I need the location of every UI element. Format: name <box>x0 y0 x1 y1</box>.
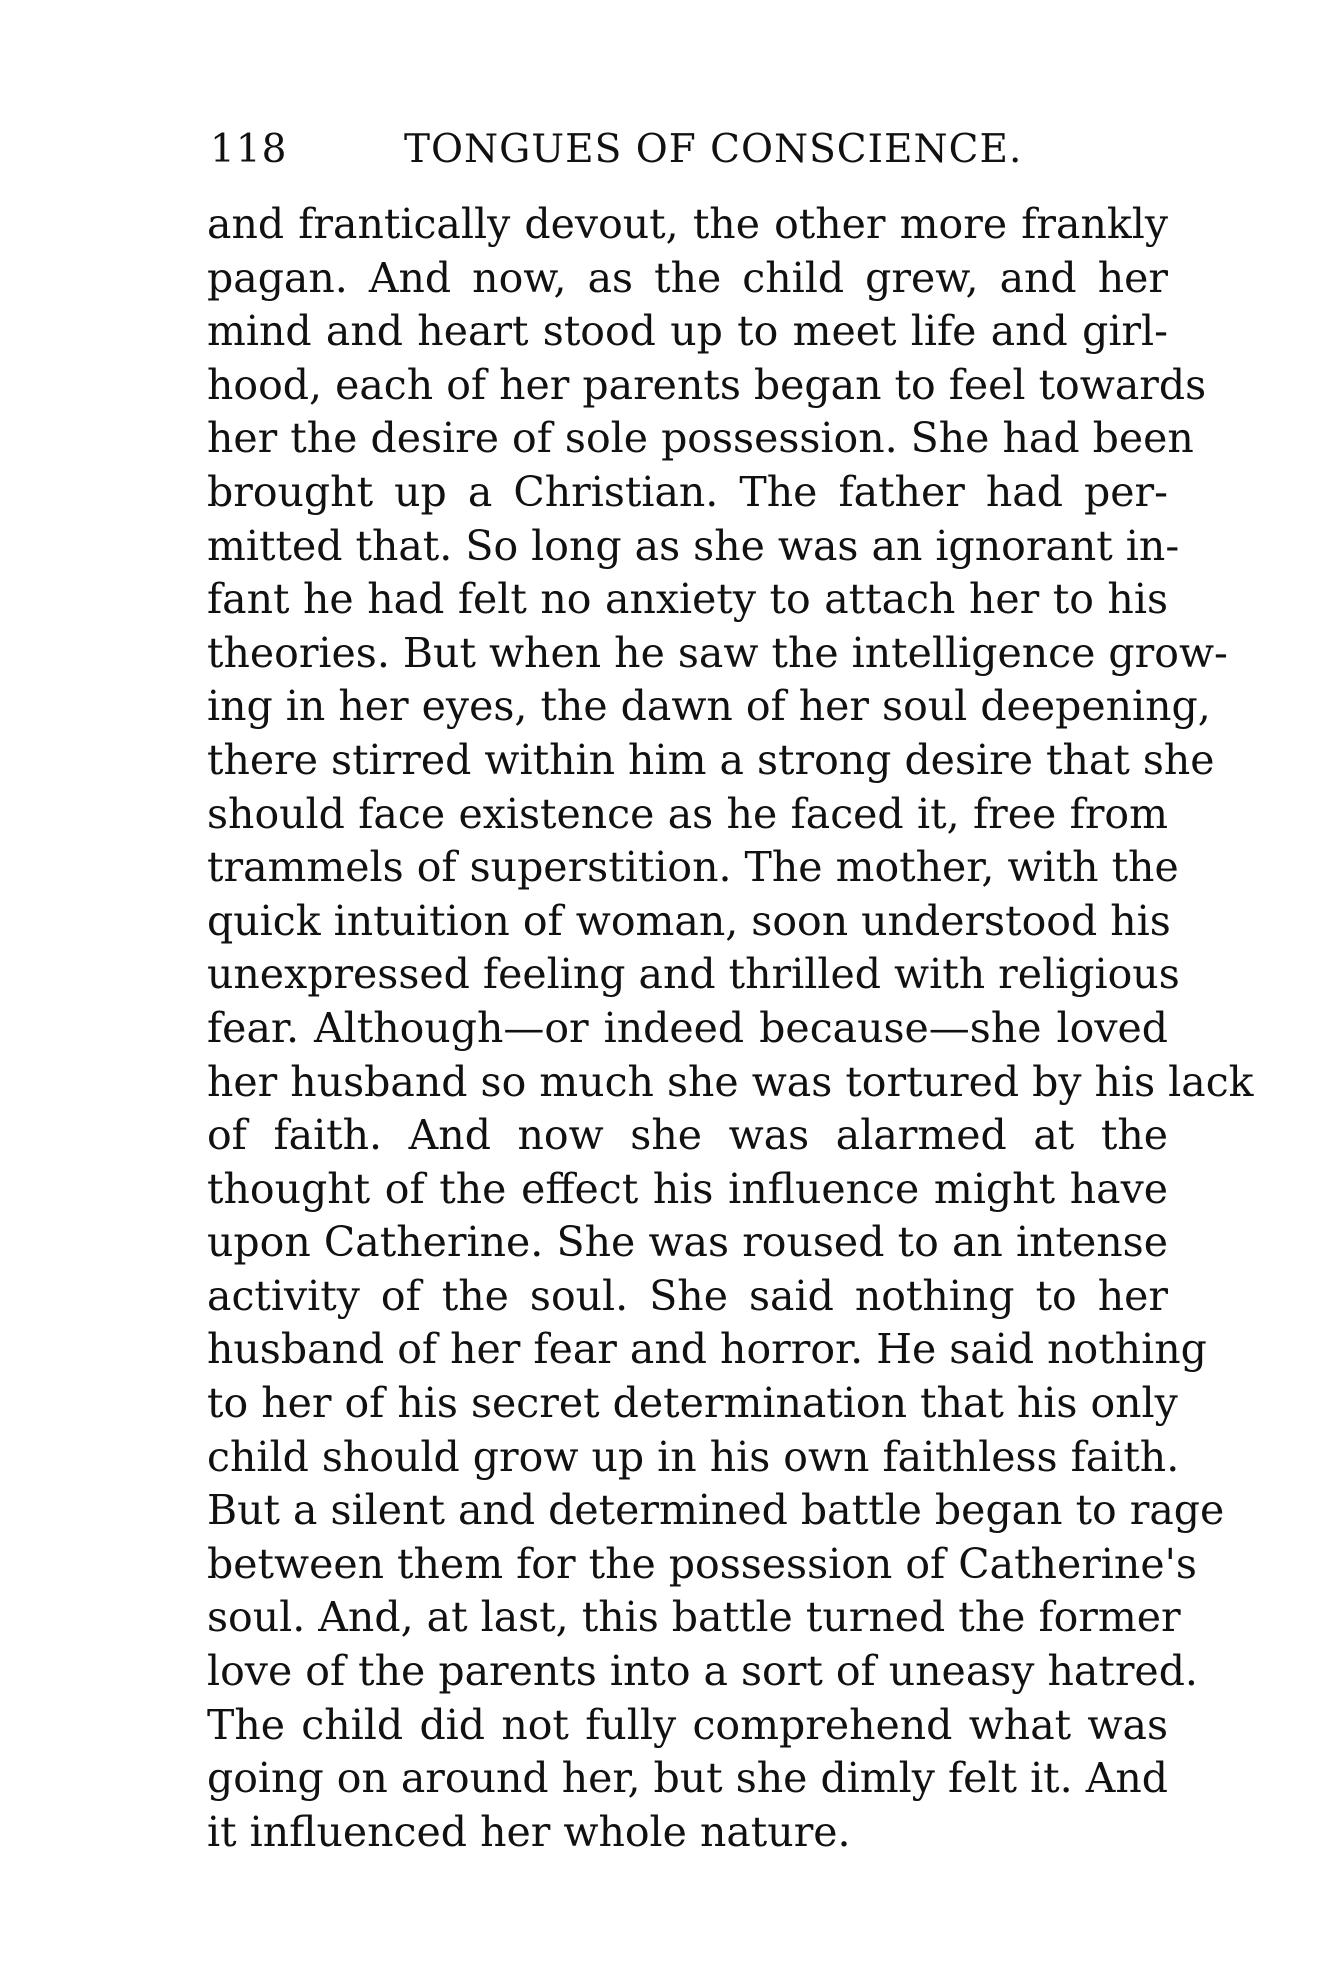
text-line: between them for the possession of Catherine's <box>207 1539 1197 1588</box>
text-line: ing in her eyes, the dawn of her soul deepening, <box>207 682 1211 731</box>
text-line: child should grow up in his own faithless faith. <box>207 1432 1180 1481</box>
text-line: of faith. And now she was alarmed at the <box>207 1111 1168 1160</box>
text-line: trammels of superstition. The mother, with the <box>207 843 1179 892</box>
text-line: there stirred within him a strong desire that she <box>207 735 1215 784</box>
text-line: going on around her, but she dimly felt it. And <box>207 1754 1168 1803</box>
text-line: her the desire of sole possession. She had been <box>207 414 1194 463</box>
page-number: 118 <box>210 127 288 172</box>
text-line: fant he had felt no anxiety to attach her to his <box>207 575 1168 624</box>
text-line: activity of the soul. She said nothing to her <box>207 1271 1168 1320</box>
text-line: The child did not fully comprehend what was <box>207 1700 1168 1749</box>
text-line: husband of her fear and horror. He said nothing <box>207 1325 1207 1374</box>
text-line: pagan. And now, as the child grew, and her <box>207 253 1168 302</box>
running-title: TONGUES OF CONSCIENCE. <box>404 127 1023 172</box>
text-line: fear. Although—or indeed because—she loved <box>207 1003 1168 1052</box>
text-line: should face existence as he faced it, free from <box>207 789 1168 838</box>
text-line: mind and heart stood up to meet life and girl- <box>207 307 1168 356</box>
text-line: soul. And, at last, this battle turned the former <box>207 1593 1181 1642</box>
text-line: it influenced her whole nature. <box>207 1807 851 1856</box>
text-line: thought of the effect his influence might have <box>207 1164 1168 1213</box>
text-line: But a silent and determined battle began to rage <box>207 1486 1225 1535</box>
text-line: brought up a Christian. The father had per- <box>207 467 1168 516</box>
text-line: mitted that. So long as she was an ignorant in- <box>207 521 1180 570</box>
page-header <box>210 122 1170 178</box>
text-line: unexpressed feeling and thrilled with religious <box>207 950 1180 999</box>
text-line: and frantically devout, the other more frankly <box>207 200 1168 248</box>
text-line: to her of his secret determination that his only <box>207 1379 1178 1428</box>
text-line: upon Catherine. She was roused to an intense <box>207 1218 1168 1267</box>
text-line: love of the parents into a sort of uneasy hatred. <box>207 1647 1198 1696</box>
text-line: quick intuition of woman, soon understood his <box>207 896 1171 945</box>
text-line: hood, each of her parents began to feel towards <box>207 360 1207 409</box>
text-line: her husband so much she was tortured by his lack <box>207 1057 1254 1106</box>
text-line: theories. But when he saw the intelligence grow- <box>207 628 1228 677</box>
body-text <box>207 198 1254 1859</box>
